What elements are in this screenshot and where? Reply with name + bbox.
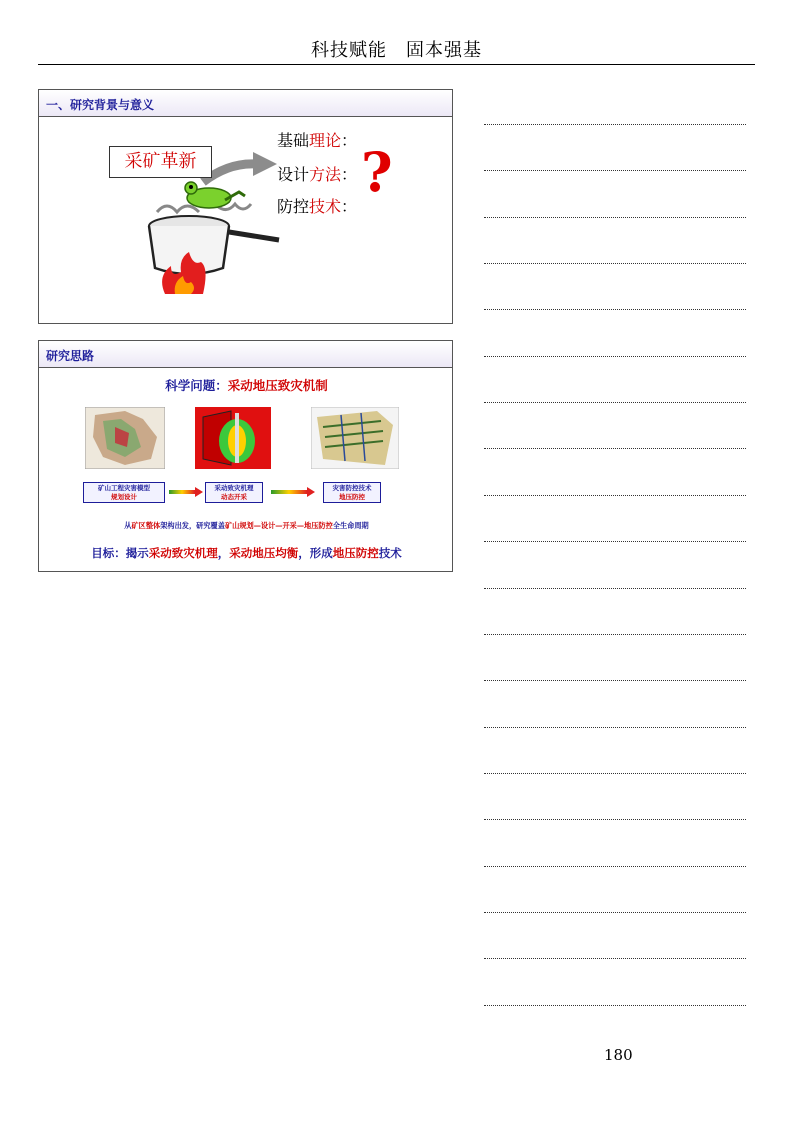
note-line: [484, 1005, 746, 1006]
desc-fragment: 从: [124, 521, 132, 530]
gradient-arrow-icon: [169, 487, 203, 497]
gradient-arrow-icon: [271, 487, 315, 497]
science-question: [39, 376, 454, 394]
page-number: 180: [604, 1046, 633, 1064]
desc-fragment: 架构出发，研究覆盖: [160, 521, 225, 530]
desc-fragment: 全生命周期: [332, 521, 369, 530]
step-dynamic-mining: [205, 482, 263, 503]
slide-research-approach: [38, 340, 453, 572]
note-line: [484, 727, 746, 728]
mining-innovation-badge: 采矿革新: [109, 146, 212, 178]
goal-fragment: ，: [217, 546, 230, 560]
note-line: [484, 866, 746, 867]
research-description: [39, 521, 454, 531]
goal-fragment: ，形成: [298, 546, 333, 560]
step-title: 矿山工程灾害模型: [98, 484, 150, 492]
question-mark: ?: [361, 140, 393, 204]
note-line: [484, 495, 746, 496]
page-header-title: 科技赋能 固本强基: [311, 40, 482, 61]
step-subtitle: 规划设计: [111, 493, 137, 501]
science-question-prefix: 科学问题：: [165, 378, 228, 393]
goal-fragment: 目标：揭示: [91, 546, 149, 560]
note-line: [484, 541, 746, 542]
note-line: [484, 680, 746, 681]
theory-highlight: 方法: [309, 165, 342, 184]
theory-label: 设计: [277, 165, 310, 184]
goal-fragment: 采动致灾机理: [148, 546, 218, 560]
theory-highlight: 技术: [309, 197, 342, 216]
note-line: [484, 773, 746, 774]
note-line: [484, 912, 746, 913]
theory-label: 防控: [277, 197, 310, 216]
theory-line-design: [277, 162, 357, 185]
step-title: 灾害防控技术: [332, 484, 372, 492]
mine-map-image: [85, 407, 165, 469]
theory-label: 基础: [277, 131, 310, 150]
desc-fragment: 矿山规划—设计—开采—地压防控: [224, 521, 333, 530]
note-line: [484, 309, 746, 310]
goal-fragment: 地压防控: [332, 546, 379, 560]
note-line: [484, 958, 746, 959]
theory-highlight: 理论: [309, 131, 342, 150]
note-line: [484, 634, 746, 635]
theory-line-control: [277, 194, 357, 217]
note-line: [484, 217, 746, 218]
note-line: [484, 170, 746, 171]
step-subtitle: 动态开采: [221, 493, 247, 501]
step-planning-design: [83, 482, 165, 503]
slide-heading: 一、研究背景与意义: [39, 90, 452, 117]
goal-fragment: 采动地压均衡: [229, 546, 299, 560]
theory-colon: ：: [341, 197, 358, 216]
slide-heading: 研究思路: [39, 341, 452, 368]
note-line: [484, 402, 746, 403]
note-line: [484, 124, 746, 125]
note-line: [484, 356, 746, 357]
note-line: [484, 263, 746, 264]
step-title: 采动致灾机理: [214, 484, 254, 492]
slide-research-background: [38, 89, 453, 324]
step-pressure-control: [323, 482, 381, 503]
mining-3d-model-image: [311, 407, 399, 469]
note-line: [484, 588, 746, 589]
theory-colon: ：: [341, 165, 358, 184]
research-goal: [39, 545, 454, 561]
goal-fragment: 技术: [378, 546, 402, 560]
header-rule: [38, 64, 755, 65]
science-question-highlight: 采动地压致灾机制: [227, 378, 328, 393]
theory-line-basic: [277, 128, 357, 151]
note-line: [484, 448, 746, 449]
theory-colon: ：: [341, 131, 358, 150]
frog-in-pot-illustration: [117, 170, 287, 295]
stress-simulation-image: [195, 407, 271, 469]
step-subtitle: 地压防控: [339, 493, 365, 501]
note-line: [484, 819, 746, 820]
desc-fragment: 矿区整体: [131, 521, 161, 530]
